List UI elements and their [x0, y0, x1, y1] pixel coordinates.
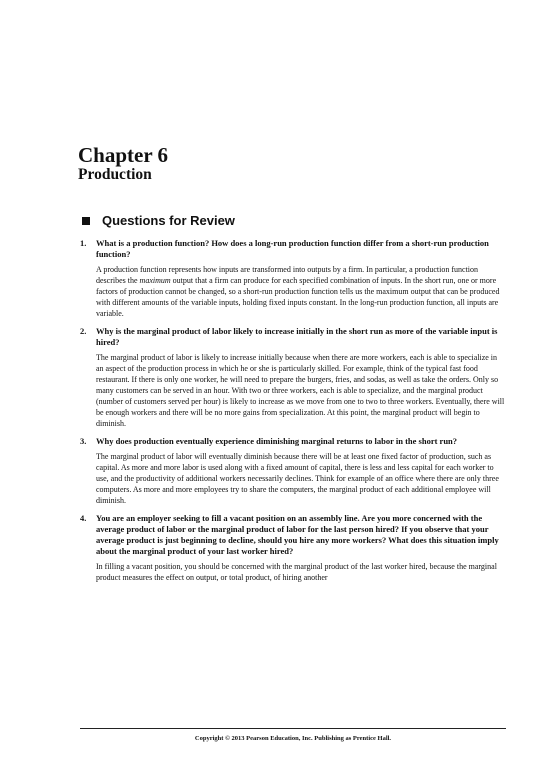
section-heading-text: Questions for Review — [102, 213, 235, 228]
question-item — [80, 326, 506, 429]
chapter-title: Chapter 6 — [78, 143, 169, 167]
question-number: 2. — [80, 326, 87, 336]
question-text: You are an employer seeking to fill a vacant position on an assembly line. Are you more concerned with the average product of labor or the marginal product of labor for the last person hired? If you observe that your average product is just beginning to decline, should you hire any more workers? What does this situation imply about the marginal product of your last worker hired? — [96, 513, 499, 556]
question-item — [80, 436, 506, 506]
question-number: 3. — [80, 436, 87, 446]
question-text: Why is the marginal product of labor likely to increase initially in the short run as more of the variable input is hired? — [96, 326, 498, 347]
answer-text: The marginal product of labor will eventually diminish because there will be at least one fixed factor of production, such as capital. As more and more labor is used along with a fixed amount of capital, there is less and less capital for each worker to use, and the productivity of additional workers necessarily declines. Think for example of an office where there are only three computers. As more and more employees try to share the computers, the marginal product of each additional employee will diminish. — [96, 452, 499, 505]
question-text: Why does production eventually experience diminishing marginal returns to labor in the short run? — [96, 436, 458, 446]
question-item — [80, 513, 506, 583]
footer-divider — [80, 728, 506, 729]
answer-text: In filling a vacant position, you should be concerned with the marginal product of the last worker hired, because the marginal product measures the effect on output, or total product, of hiring another — [96, 562, 497, 582]
question-number: 4. — [80, 513, 87, 523]
answer-text: The marginal product of labor is likely to increase initially because when there are more workers, each is able to specialize in an aspect of the production process in which he or she is particularly skilled. For example, think of the typical fast food restaurant. If there is only one worker, he will need to prepare the burgers, fries, and sodas, as well as take the orders. Only so many customers can be served in an hour. With two or three workers, each is able to specialize, and the marginal product (number of customers served per hour) is likely to increase as we move from one to two to three workers. Eventually, there will be enough workers and there will be no more gains from specialization. At this point, the marginal product will begin to diminish. — [96, 353, 505, 428]
answer-text: A production function represents how inputs are transformed into outputs by a firm. In particular, a production function describes the maximum output that a firm can produce for each specified combination of inputs. In the short run, one or more factors of production cannot be changed, so a short-run production function tells us the maximum output that can be produced with different amounts of the variable inputs, holding fixed inputs constant. In the long-run production function, all inputs are variable. — [96, 265, 500, 318]
question-number: 1. — [80, 238, 87, 248]
black-square-icon — [82, 217, 90, 225]
section-heading — [82, 213, 235, 228]
questions-list — [80, 238, 506, 590]
question-item — [80, 238, 506, 319]
question-text: What is a production function? How does a long-run production function differ from a short-run production function? — [96, 238, 489, 259]
copyright-footer: Copyright © 2013 Pearson Education, Inc. Publishing as Prentice Hall. — [194, 735, 392, 742]
chapter-subtitle: Production — [78, 166, 152, 183]
